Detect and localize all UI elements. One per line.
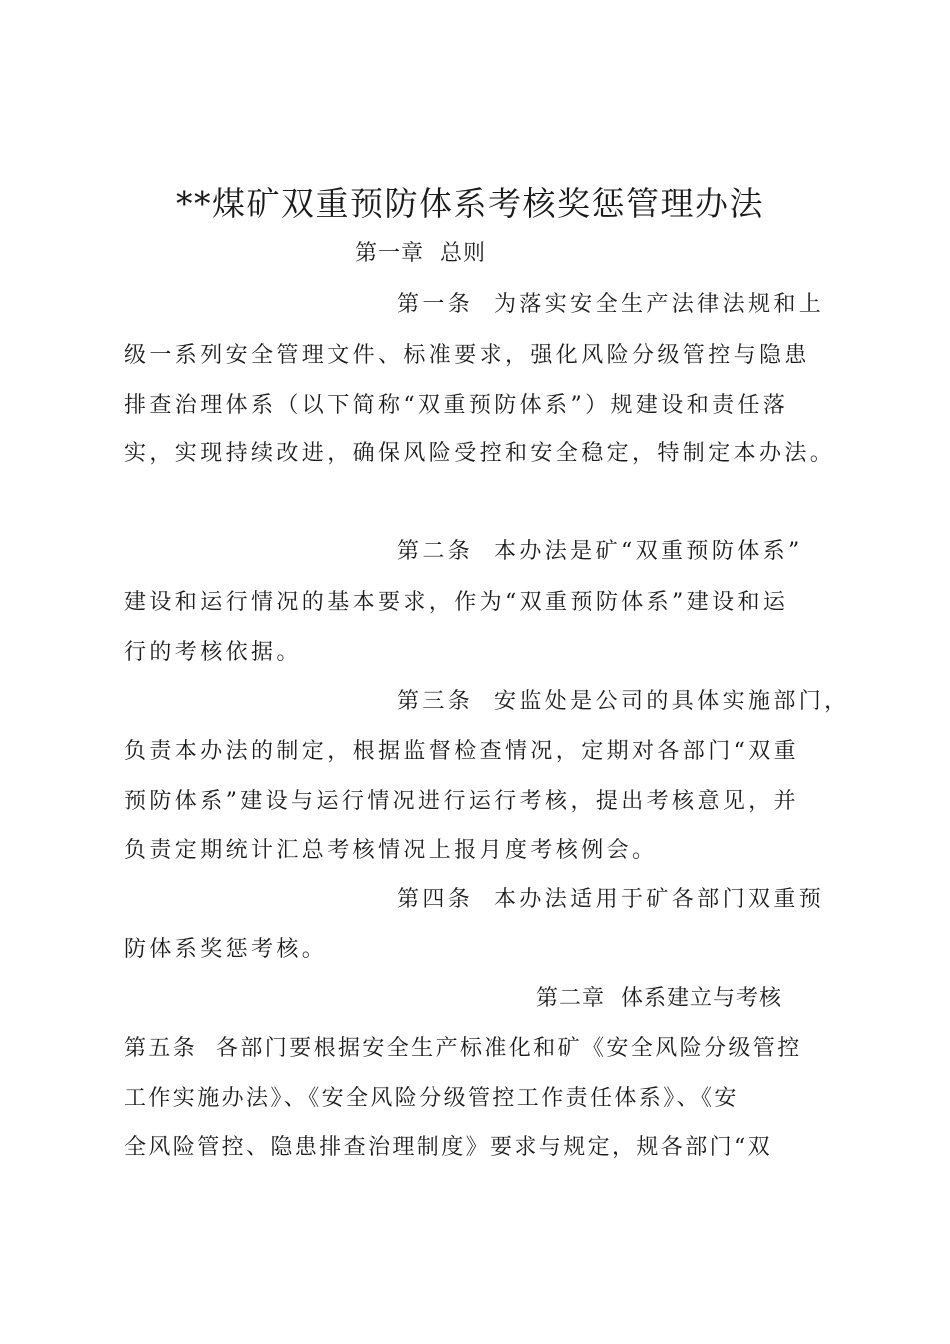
article-line: 第一条 为落实安全生产法律法规和上 xyxy=(397,292,825,317)
article-line: 预防体系”建设与运行情况进行运行考核，提出考核意见，并 xyxy=(124,789,800,814)
article-line: 全风险管控、隐患排查治理制度》要求与规定，规各部门“双 xyxy=(124,1135,773,1160)
document-title: **煤矿双重预防体系考核奖惩管理办法 xyxy=(176,184,764,223)
article-line: 实，实现持续改进，确保风险受控和安全稳定，特制定本办法。 xyxy=(124,441,836,466)
article-line: 工作实施办法》、《安全风险分级管控工作责任体系》、《安 xyxy=(124,1086,739,1111)
article-line: 第四条 本办法适用于矿各部门双重预 xyxy=(397,887,825,912)
article-line: 第三条 安监处是公司的具体实施部门， xyxy=(397,689,850,714)
article-line: 负责本办法的制定，根据监督检查情况，定期对各部门“双重 xyxy=(124,739,800,764)
article-line: 排查治理体系（以下简称“双重预防体系”）规建设和责任落 xyxy=(124,393,789,418)
article-line: 行的考核依据。 xyxy=(124,640,302,665)
article-line: 负责定期统计汇总考核情况上报月度考核例会。 xyxy=(124,838,658,863)
article-line: 第二条 本办法是矿“双重预防体系” xyxy=(397,539,803,564)
article-line: 级一系列安全管理文件、标准要求，强化风险分级管控与隐患 xyxy=(124,343,810,368)
article-line: 建设和运行情况的基本要求，作为“双重预防体系”建设和运 xyxy=(124,590,789,615)
chapter-heading: 第二章 体系建立与考核 xyxy=(536,986,782,1011)
article-line: 第五条 各部门要根据安全生产标准化和矿《安全风险分级管控 xyxy=(124,1036,802,1061)
chapter-heading: 第一章 总则 xyxy=(355,241,486,266)
article-line: 防体系奖惩考核。 xyxy=(124,937,328,962)
